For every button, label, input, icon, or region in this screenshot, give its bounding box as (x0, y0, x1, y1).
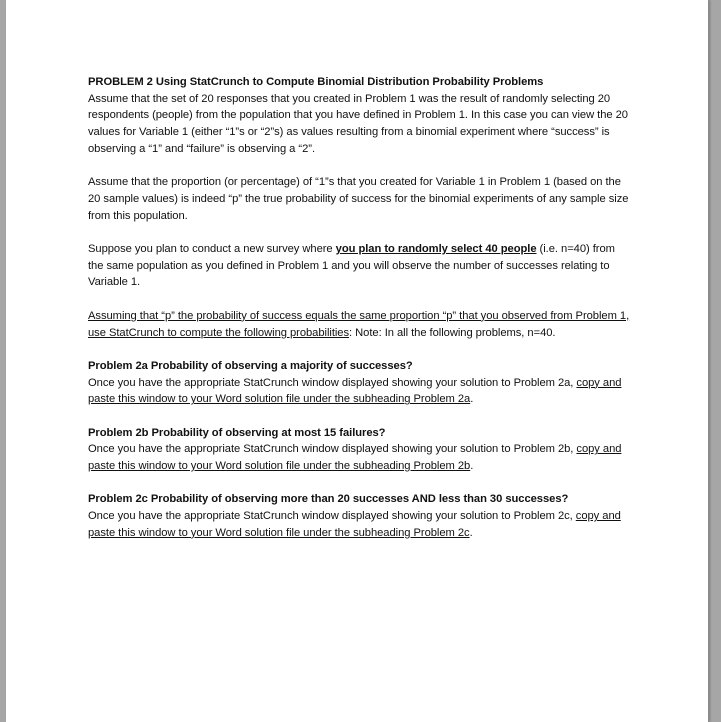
assuming-emphasis: Assuming that “p” the probability of success equals the same proportion “p” that you observed from Problem 1, use StatCrunch to compute the following probabilities (88, 309, 630, 339)
problem2-assuming (88, 308, 633, 341)
assuming-note: : Note: In all the following problems, n=40. (349, 326, 556, 339)
problem-2c-heading: Problem 2c Probability of observing more than 20 successes AND less than 30 successes? (88, 493, 569, 506)
problem-2b-heading: Problem 2b Probability of observing at most 15 failures? (88, 426, 386, 439)
problem-2c-instruction: copy and paste this window to your Word solution file under the subheading Problem 2c (88, 510, 621, 539)
document-content (88, 74, 633, 558)
problem2-intro (88, 74, 633, 158)
problem2-heading: PROBLEM 2 Using StatCrunch to Compute Binomial Distribution Probability Problems (88, 76, 544, 88)
problem-2a (88, 358, 633, 408)
problem2-intro-text: Assume that the set of 20 responses that you created in Problem 1 was the result of randomly selecting 20 respondents (people) from the population that you have defined in Problem 1. In this case you can view the 20 values for Variable 1 (either “1”s or “2”s) as values resulting from a binomial experiment where “success” is observing a “1” and “failure” is observing a “2”. (88, 92, 628, 155)
survey-text-pre: Suppose you plan to conduct a new survey where (88, 243, 336, 255)
document-page (6, 0, 709, 722)
problem-2b (88, 425, 633, 475)
survey-emphasis: you plan to randomly select 40 people (335, 243, 537, 255)
problem2-survey (88, 241, 633, 291)
problem-2b-end: . (470, 460, 474, 473)
problem-2a-body: Once you have the appropriate StatCrunch window displayed showing your solution to Problem 2a, (88, 376, 577, 389)
problem-2c-end: . (469, 526, 473, 539)
problem-2a-end: . (470, 393, 474, 406)
problem-2c (88, 491, 633, 541)
survey-text-post: (i.e. n=40) from the same population as you defined in Problem 1 and you will observe the number of successes relating to Variable 1. (88, 243, 615, 289)
problem2-proportion: Assume that the proportion (or percentage) of “1”s that you created for Variable 1 in Problem 1 (based on the 20 sample values) is indeed “p” the true probability of success for the binomial experiments of any sample size from this population. (88, 176, 629, 222)
problem-2b-instruction: copy and paste this window to your Word solution file under the subheading Problem 2b (88, 443, 622, 473)
problem-2a-heading: Problem 2a Probability of observing a majority of successes? (88, 359, 413, 372)
problem-2b-body: Once you have the appropriate StatCrunch window displayed showing your solution to Problem 2b, (88, 443, 577, 456)
problem-2c-body: Once you have the appropriate StatCrunch window displayed showing your solution to Problem 2c, (88, 510, 576, 523)
problem-2a-instruction: copy and paste this window to your Word solution file under the subheading Problem 2a (88, 376, 622, 406)
